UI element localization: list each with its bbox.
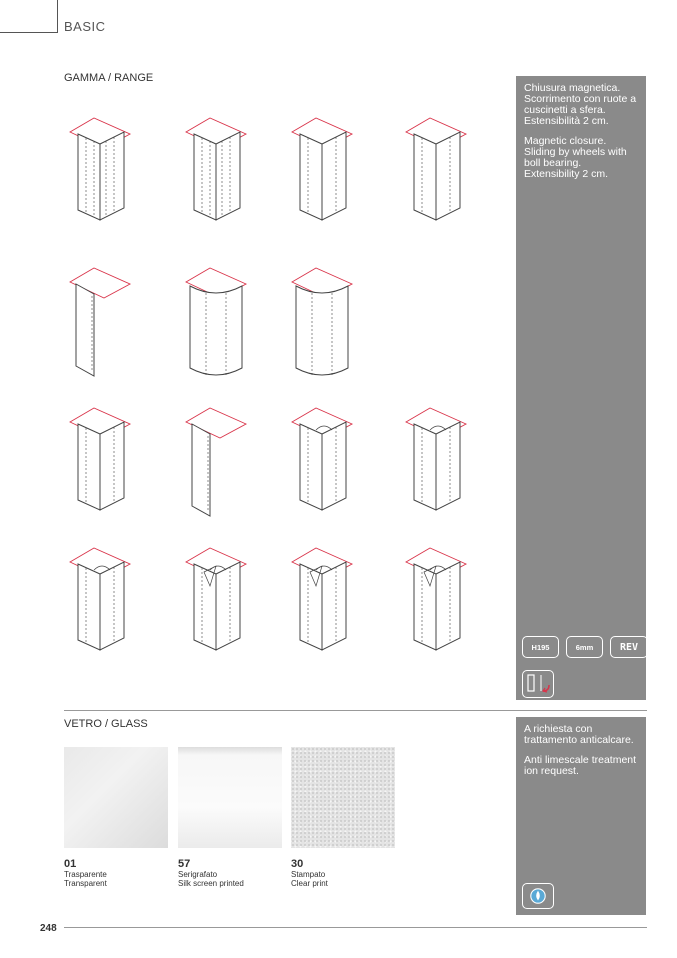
glass-name-it: Trasparente	[64, 870, 107, 879]
section-divider	[64, 710, 647, 711]
glass-name-it: Stampato	[291, 870, 326, 879]
glass-code: 01	[64, 858, 77, 870]
shower-enclosure-drawing	[180, 260, 250, 380]
glass-info-panel	[516, 717, 646, 915]
height-badge-icon: H195	[522, 636, 559, 658]
water-drop-icon	[522, 883, 554, 909]
shower-enclosure-drawing	[286, 400, 356, 520]
glass-name-en: Transparent	[64, 879, 107, 888]
shower-enclosure-drawing	[400, 540, 470, 660]
glass-label	[178, 858, 244, 888]
corner-line	[57, 0, 58, 33]
shower-enclosure-drawing	[180, 540, 250, 660]
hinge-door-icon	[522, 670, 554, 698]
shower-enclosure-drawing	[64, 540, 134, 660]
glass-description-en: Anti limescale treatment ion request.	[524, 754, 637, 777]
corner-line	[0, 32, 57, 33]
shower-enclosure-drawing	[286, 260, 356, 380]
shower-enclosure-drawing	[180, 110, 250, 230]
page-number: 248	[40, 923, 57, 934]
glass-swatch-transparent	[64, 747, 168, 848]
shower-enclosure-drawing	[64, 110, 134, 230]
shower-enclosure-drawing	[286, 110, 356, 230]
glass-label	[291, 858, 328, 888]
range-title: GAMMA / RANGE	[64, 72, 154, 84]
glass-label	[64, 858, 107, 888]
glass-title: VETRO / GLASS	[64, 718, 148, 730]
glass-description-it: A richiesta con trattamento anticalcare.	[524, 723, 634, 746]
range-info-panel	[516, 76, 646, 700]
shower-enclosure-drawing	[64, 260, 134, 380]
reversible-icon: REV	[610, 636, 648, 658]
glass-swatch-clear-print	[291, 747, 395, 848]
range-description-en: Magnetic closure. Sliding by wheels with boll bearing. Extensibility 2 cm.	[524, 135, 627, 180]
shower-enclosure-drawing	[400, 110, 470, 230]
range-description-it: Chiusura magnetica. Scorrimento con ruote a cuscinetti a sfera. Estensibilità 2 cm.	[524, 82, 637, 127]
thickness-badge-icon: 6mm	[566, 636, 603, 658]
shower-enclosure-drawing	[64, 400, 134, 520]
glass-code: 30	[291, 858, 304, 870]
product-grid	[60, 100, 510, 660]
shower-enclosure-drawing	[286, 540, 356, 660]
footer-line	[64, 927, 647, 928]
glass-name-it: Serigrafato	[178, 870, 218, 879]
shower-enclosure-drawing	[180, 400, 250, 520]
glass-name-en: Clear print	[291, 879, 328, 888]
section-header: BASIC	[64, 19, 106, 34]
shower-enclosure-drawing	[400, 400, 470, 520]
glass-swatch-silk-screen	[178, 747, 282, 848]
feature-badges	[522, 636, 648, 658]
glass-name-en: Silk screen printed	[178, 879, 244, 888]
glass-code: 57	[178, 858, 191, 870]
